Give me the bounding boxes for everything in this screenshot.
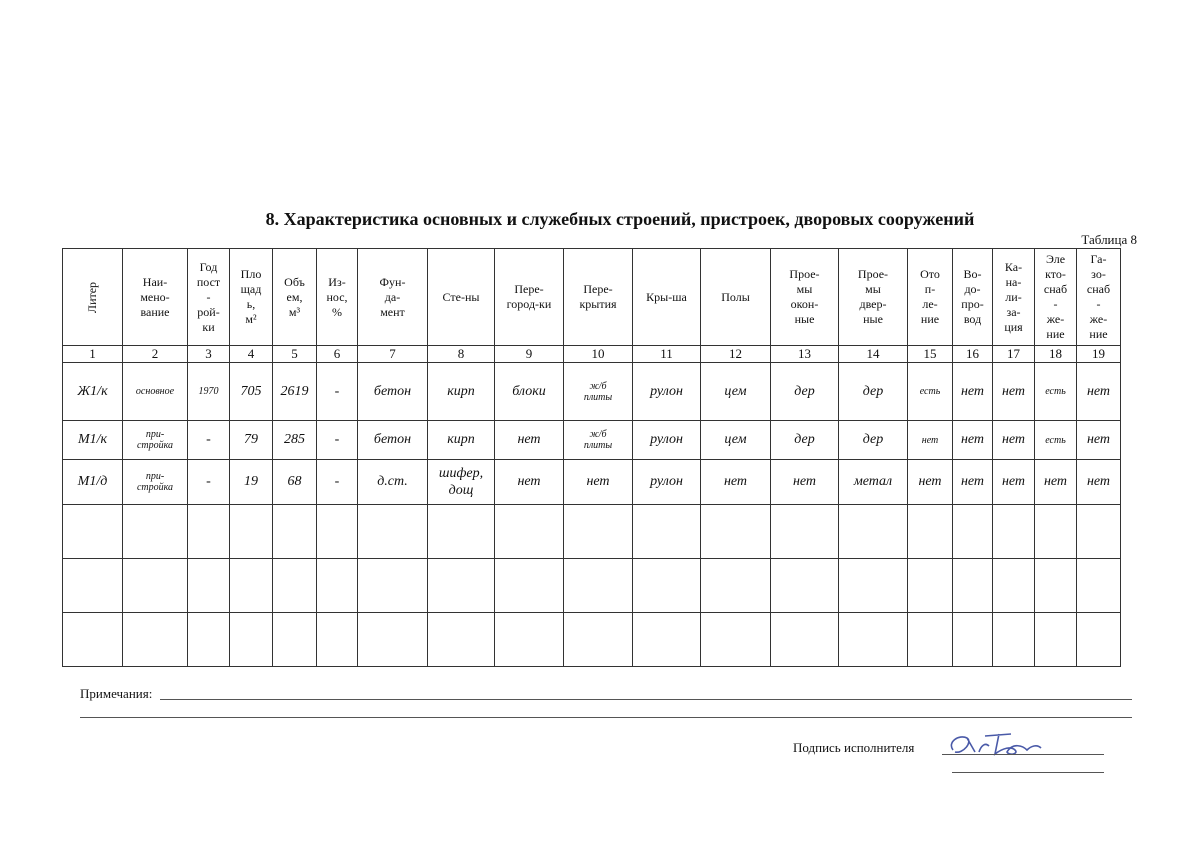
table-cell: 79: [230, 421, 273, 460]
column-header-label: Ото п- ле- ние: [920, 267, 940, 326]
column-number: 3: [188, 346, 230, 363]
column-header-label: Прое- мы окон- ные: [789, 267, 820, 326]
column-number: 15: [908, 346, 953, 363]
empty-cell: [1035, 505, 1077, 559]
table-cell: 285: [273, 421, 317, 460]
empty-cell: [495, 559, 564, 613]
buildings-table: [62, 248, 1121, 667]
column-number: 4: [230, 346, 273, 363]
table-cell: дер: [839, 363, 908, 421]
table-cell: нет: [993, 460, 1035, 505]
signature-line: [952, 772, 1104, 773]
table-cell: нет: [1077, 421, 1121, 460]
column-number: 1: [63, 346, 123, 363]
empty-cell: [273, 559, 317, 613]
empty-cell: [495, 505, 564, 559]
column-number: 17: [993, 346, 1035, 363]
empty-cell: [273, 613, 317, 667]
empty-cell: [317, 559, 358, 613]
column-header: [230, 249, 273, 346]
table-cell: рулон: [633, 421, 701, 460]
column-header-label: Год пост - рой- ки: [196, 259, 221, 334]
table-cell: дер: [771, 363, 839, 421]
column-header: [953, 249, 993, 346]
empty-cell: [63, 505, 123, 559]
empty-cell: [317, 613, 358, 667]
column-number: 12: [701, 346, 771, 363]
column-header-label: Пере- город-ки: [506, 282, 552, 311]
table-cell: М1/к: [63, 421, 123, 460]
table-cell: нет: [495, 421, 564, 460]
table-cell: нет: [908, 421, 953, 460]
table-cell: -: [188, 460, 230, 505]
column-header-label: Пло щад ь, м²: [240, 267, 262, 326]
column-number: 11: [633, 346, 701, 363]
column-header-label: Пере- крытия: [579, 282, 617, 311]
column-number: 19: [1077, 346, 1121, 363]
column-header: [428, 249, 495, 346]
empty-cell: [1035, 613, 1077, 667]
table-cell: при- стройка: [123, 421, 188, 460]
column-header-label: Ка- на- ли- за- ция: [1004, 259, 1023, 334]
column-header-label: Литер: [84, 281, 99, 313]
table-row: [63, 460, 1121, 505]
column-number: 14: [839, 346, 908, 363]
table-cell: нет: [953, 460, 993, 505]
table-cell: метал: [839, 460, 908, 505]
empty-cell: [1077, 613, 1121, 667]
table-cell: М1/д: [63, 460, 123, 505]
empty-cell: [771, 613, 839, 667]
table-cell: 705: [230, 363, 273, 421]
column-header: [1035, 249, 1077, 346]
table-cell: -: [317, 363, 358, 421]
column-header-label: Прое- мы двер- ные: [857, 267, 889, 326]
column-header: [188, 249, 230, 346]
column-header: [908, 249, 953, 346]
table-cell: 1970: [188, 363, 230, 421]
table-cell: нет: [1035, 460, 1077, 505]
empty-cell: [908, 613, 953, 667]
table-cell: основное: [123, 363, 188, 421]
empty-cell: [771, 505, 839, 559]
column-header-label: Га- зо- снаб - же- ние: [1086, 252, 1111, 341]
empty-cell: [123, 505, 188, 559]
empty-row: [63, 613, 1121, 667]
table-cell: цем: [701, 421, 771, 460]
table-cell: нет: [993, 421, 1035, 460]
empty-cell: [230, 505, 273, 559]
column-number: 9: [495, 346, 564, 363]
column-number: 13: [771, 346, 839, 363]
empty-cell: [123, 559, 188, 613]
table-cell: нет: [908, 460, 953, 505]
empty-cell: [908, 505, 953, 559]
empty-cell: [839, 505, 908, 559]
column-header: [123, 249, 188, 346]
table-cell: нет: [993, 363, 1035, 421]
signature-label: Подпись исполнителя: [793, 740, 915, 755]
column-header: [495, 249, 564, 346]
table-cell: 68: [273, 460, 317, 505]
empty-cell: [564, 613, 633, 667]
table-cell: Ж1/к: [63, 363, 123, 421]
table-cell: д.ст.: [358, 460, 428, 505]
table-cell: цем: [701, 363, 771, 421]
table-cell: ж/б плиты: [564, 421, 633, 460]
column-header: [273, 249, 317, 346]
empty-cell: [633, 505, 701, 559]
column-number: 5: [273, 346, 317, 363]
column-number: 6: [317, 346, 358, 363]
empty-cell: [358, 559, 428, 613]
empty-cell: [63, 613, 123, 667]
table-cell: нет: [771, 460, 839, 505]
notes-label: Примечания:: [80, 686, 153, 701]
column-header: [358, 249, 428, 346]
column-number: 10: [564, 346, 633, 363]
table-cell: нет: [564, 460, 633, 505]
empty-cell: [1077, 505, 1121, 559]
empty-cell: [317, 505, 358, 559]
table-cell: нет: [701, 460, 771, 505]
empty-cell: [953, 505, 993, 559]
empty-cell: [230, 559, 273, 613]
table-cell: рулон: [633, 460, 701, 505]
empty-cell: [428, 559, 495, 613]
column-header: [633, 249, 701, 346]
column-header: [317, 249, 358, 346]
table-cell: рулон: [633, 363, 701, 421]
column-header: [839, 249, 908, 346]
empty-cell: [993, 505, 1035, 559]
column-number: 8: [428, 346, 495, 363]
column-header-label: Объ ем, м³: [284, 274, 305, 319]
table-cell: кирп: [428, 421, 495, 460]
empty-cell: [1035, 559, 1077, 613]
table-cell: нет: [1077, 460, 1121, 505]
table-cell: нет: [495, 460, 564, 505]
empty-cell: [633, 613, 701, 667]
table-cell: 2619: [273, 363, 317, 421]
empty-cell: [771, 559, 839, 613]
column-number: 16: [953, 346, 993, 363]
table-cell: -: [317, 421, 358, 460]
empty-cell: [358, 505, 428, 559]
table-cell: есть: [908, 363, 953, 421]
empty-cell: [230, 613, 273, 667]
notes-line: [160, 699, 1132, 700]
empty-cell: [273, 505, 317, 559]
empty-cell: [993, 613, 1035, 667]
column-header-label: Эле кто- снаб - же- ние: [1043, 252, 1068, 341]
signature-image: [945, 728, 1045, 767]
column-header: [63, 249, 123, 346]
column-number: 18: [1035, 346, 1077, 363]
table-cell: кирп: [428, 363, 495, 421]
column-header-label: Из- нос, %: [326, 274, 348, 319]
table-cell: ж/б плиты: [564, 363, 633, 421]
column-header-label: Фун- да- мент: [379, 274, 406, 319]
column-number-row: [63, 346, 1121, 363]
empty-cell: [564, 505, 633, 559]
table-cell: дер: [839, 421, 908, 460]
table-cell: есть: [1035, 421, 1077, 460]
empty-cell: [564, 559, 633, 613]
empty-cell: [428, 613, 495, 667]
empty-row: [63, 559, 1121, 613]
table-cell: дер: [771, 421, 839, 460]
table-cell: при- стройка: [123, 460, 188, 505]
empty-cell: [358, 613, 428, 667]
table-cell: -: [317, 460, 358, 505]
empty-cell: [123, 613, 188, 667]
empty-cell: [953, 559, 993, 613]
empty-cell: [633, 559, 701, 613]
empty-cell: [701, 505, 771, 559]
empty-row: [63, 505, 1121, 559]
column-header: [1077, 249, 1121, 346]
empty-cell: [908, 559, 953, 613]
table-number: Таблица 8: [1081, 232, 1137, 247]
column-header-label: Сте-ны: [442, 289, 480, 304]
table-cell: шифер, дощ: [428, 460, 495, 505]
empty-cell: [701, 559, 771, 613]
table-row: [63, 363, 1121, 421]
empty-cell: [993, 559, 1035, 613]
column-header-label: Наи- мено- вание: [140, 274, 170, 319]
empty-cell: [839, 613, 908, 667]
empty-cell: [1077, 559, 1121, 613]
column-header: [701, 249, 771, 346]
column-header-label: Во- до- про- вод: [961, 267, 984, 326]
column-header: [564, 249, 633, 346]
empty-cell: [701, 613, 771, 667]
column-header: [771, 249, 839, 346]
signature-line: [942, 754, 1104, 755]
table-cell: нет: [1077, 363, 1121, 421]
page-title: 8. Характеристика основных и служебных строений, пристроек, дворовых сооружений: [265, 209, 975, 229]
empty-cell: [188, 505, 230, 559]
table-cell: 19: [230, 460, 273, 505]
table-cell: есть: [1035, 363, 1077, 421]
table-cell: нет: [953, 421, 993, 460]
empty-cell: [188, 559, 230, 613]
empty-cell: [839, 559, 908, 613]
table-cell: нет: [953, 363, 993, 421]
column-header-label: Кры-ша: [646, 289, 687, 304]
empty-cell: [495, 613, 564, 667]
table-row: [63, 421, 1121, 460]
empty-cell: [188, 613, 230, 667]
header-row: [63, 249, 1121, 346]
column-header-label: Полы: [721, 289, 750, 304]
empty-cell: [63, 559, 123, 613]
column-number: 7: [358, 346, 428, 363]
empty-cell: [953, 613, 993, 667]
column-header: [993, 249, 1035, 346]
table-cell: блоки: [495, 363, 564, 421]
column-number: 2: [123, 346, 188, 363]
empty-cell: [428, 505, 495, 559]
table-cell: бетон: [358, 421, 428, 460]
notes-line: [80, 717, 1132, 718]
table-cell: бетон: [358, 363, 428, 421]
table-cell: -: [188, 421, 230, 460]
